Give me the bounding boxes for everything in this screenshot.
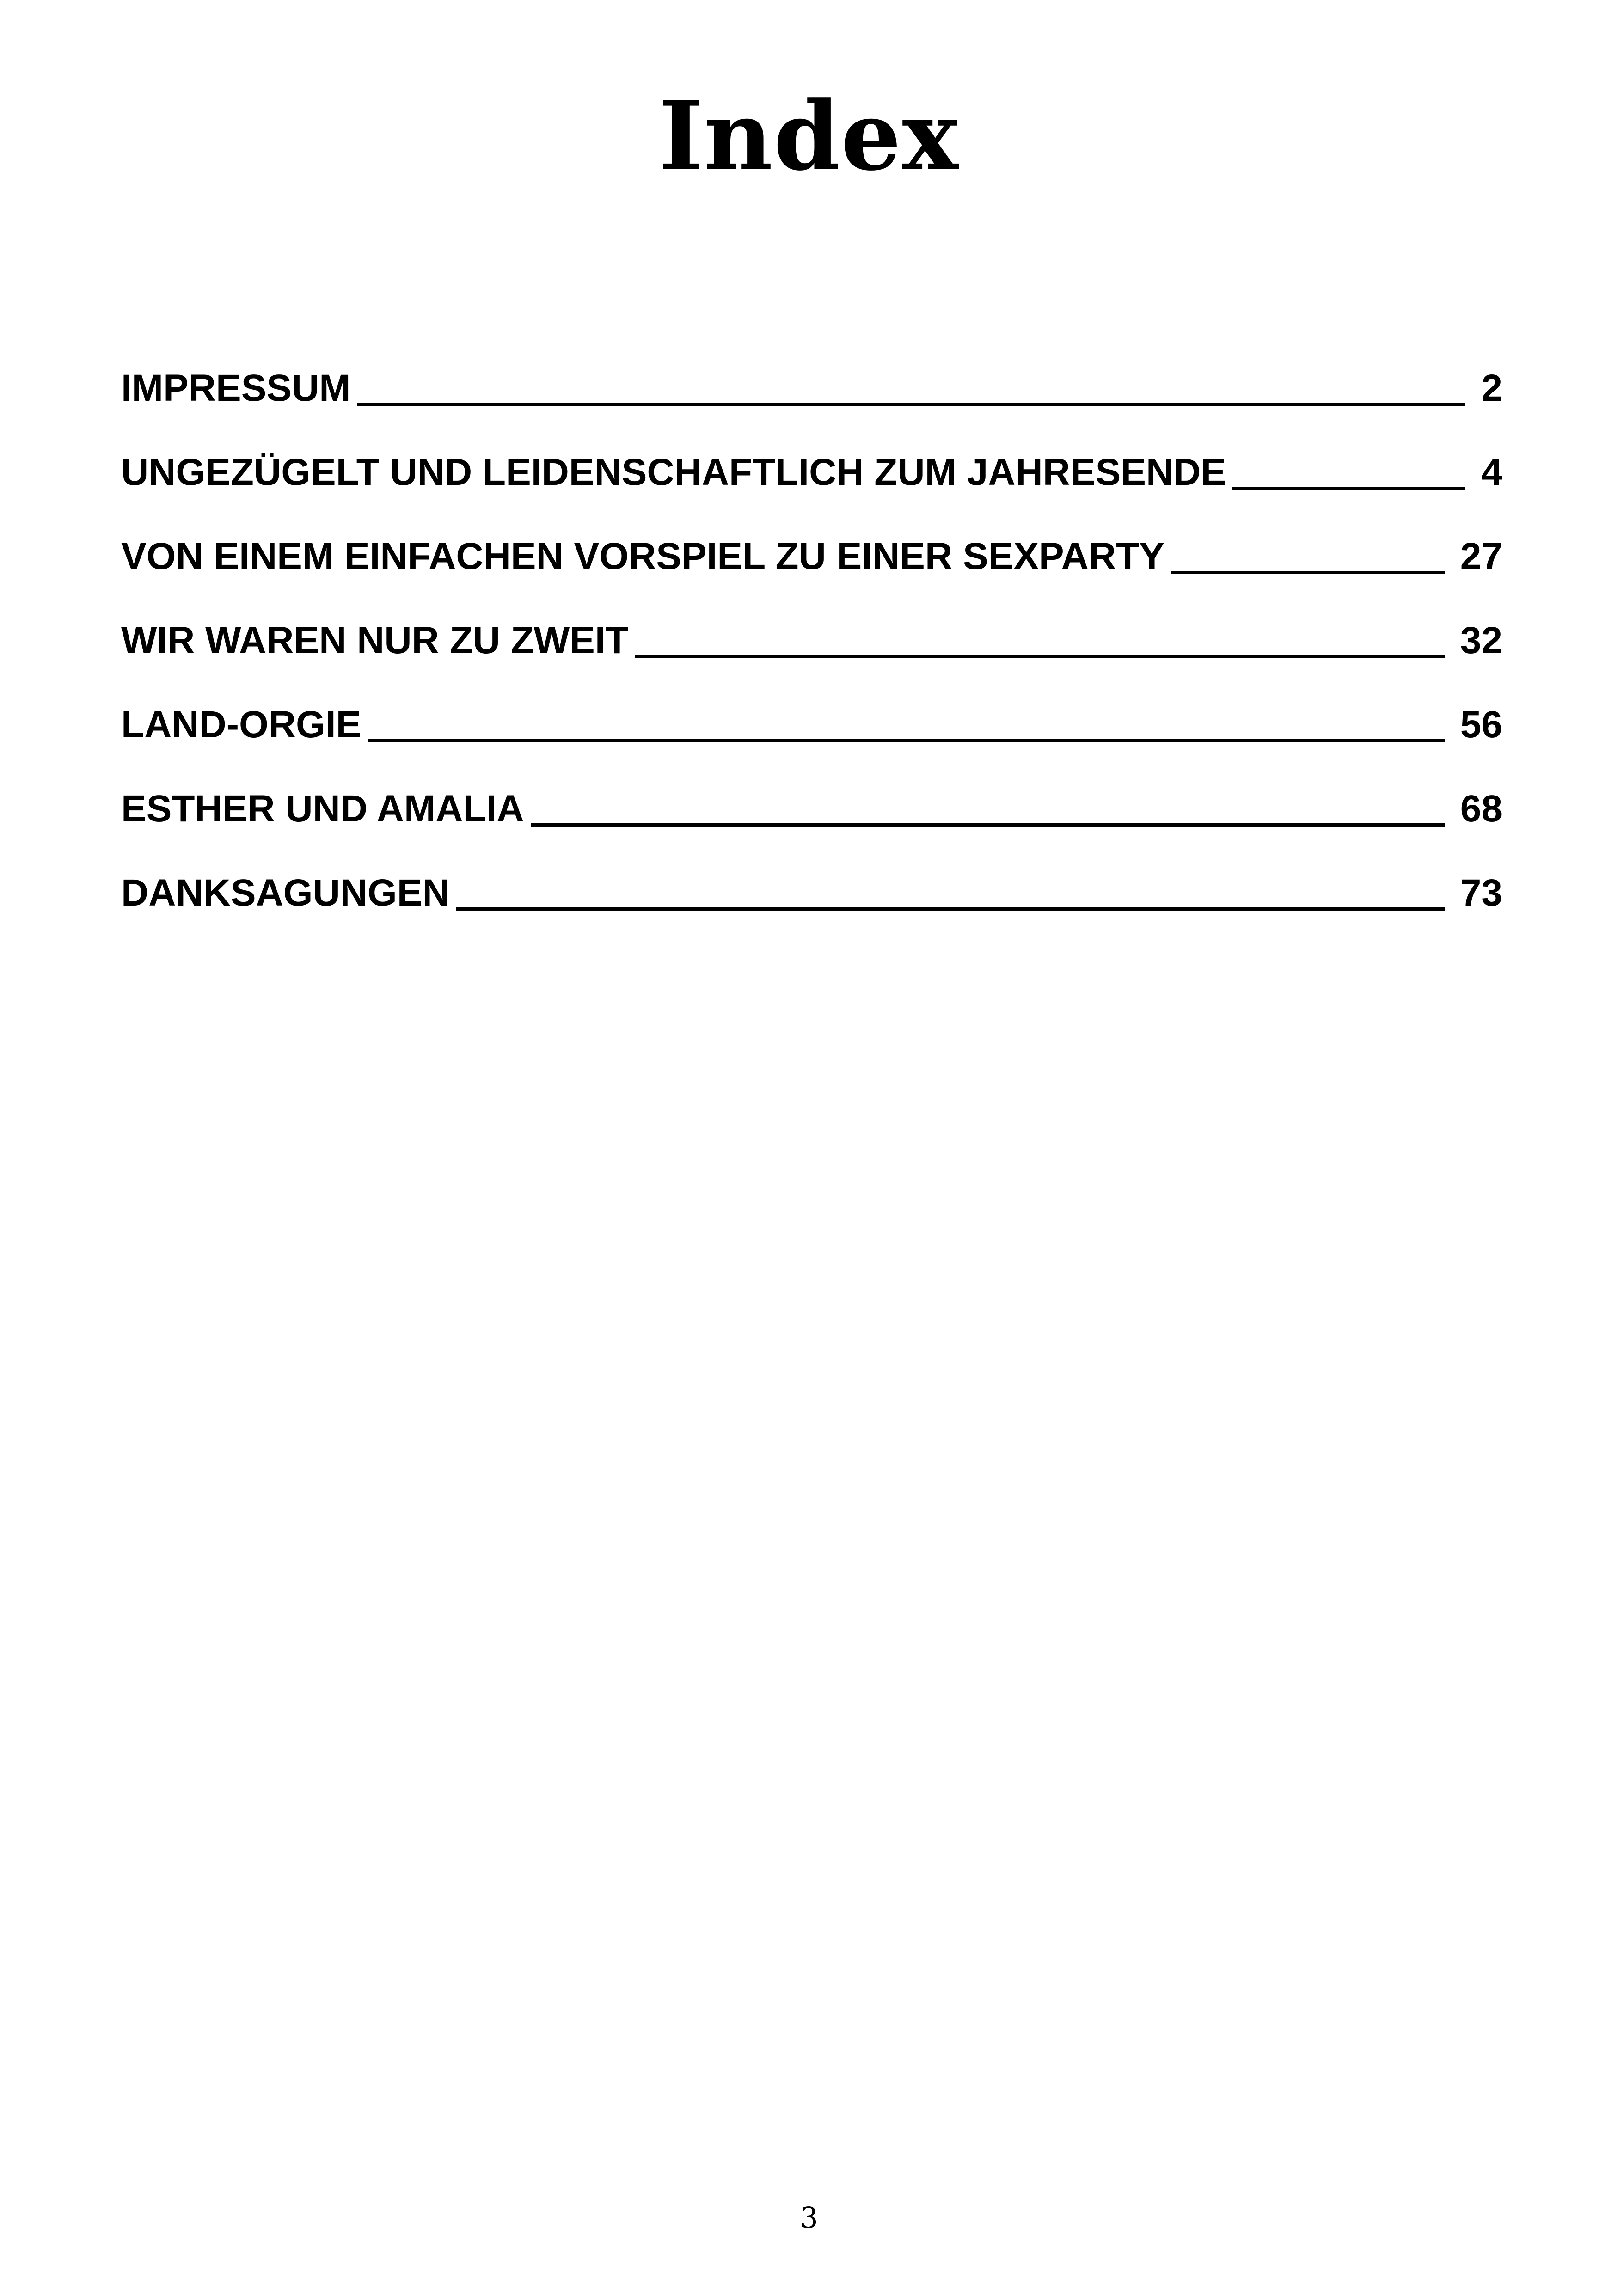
toc-entry-ungezuegelt[interactable] <box>121 416 1502 500</box>
toc-leader-line <box>368 739 1444 742</box>
toc-entry-label: UNGEZÜGELT UND LEIDENSCHAFTLICH ZUM JAHRESENDE <box>121 451 1226 493</box>
toc-entry-page: 68 <box>1460 788 1502 830</box>
toc-entry-label: LAND-ORGIE <box>121 704 362 746</box>
toc-leader-line <box>1171 571 1445 574</box>
page-number: 3 <box>800 2201 818 2235</box>
toc-entry-zu-zweit[interactable] <box>121 584 1502 668</box>
toc-entry-page: 4 <box>1481 451 1502 493</box>
table-of-contents <box>121 332 1502 921</box>
toc-entry-page: 2 <box>1481 367 1502 409</box>
toc-entry-label: IMPRESSUM <box>121 367 351 409</box>
toc-entry-page: 73 <box>1460 872 1502 914</box>
page-title: Index <box>658 81 960 192</box>
toc-leader-line <box>635 655 1445 658</box>
toc-entry-label: WIR WAREN NUR ZU ZWEIT <box>121 619 629 661</box>
toc-entry-impressum[interactable] <box>121 332 1502 416</box>
toc-entry-vorspiel[interactable] <box>121 500 1502 584</box>
toc-entry-label: DANKSAGUNGEN <box>121 872 450 914</box>
toc-leader-line <box>531 823 1445 827</box>
toc-entry-label: ESTHER UND AMALIA <box>121 788 524 830</box>
toc-entry-danksagungen[interactable] <box>121 837 1502 921</box>
toc-entry-label: VON EINEM EINFACHEN VORSPIEL ZU EINER SEXPARTY <box>121 535 1164 577</box>
toc-leader-line <box>1232 487 1465 490</box>
toc-entry-land-orgie[interactable] <box>121 668 1502 753</box>
toc-entry-page: 56 <box>1460 704 1502 746</box>
toc-entry-page: 27 <box>1460 535 1502 577</box>
toc-leader-line <box>357 403 1466 406</box>
toc-entry-page: 32 <box>1460 619 1502 661</box>
toc-entry-esther-amalia[interactable] <box>121 753 1502 837</box>
toc-leader-line <box>456 907 1445 911</box>
